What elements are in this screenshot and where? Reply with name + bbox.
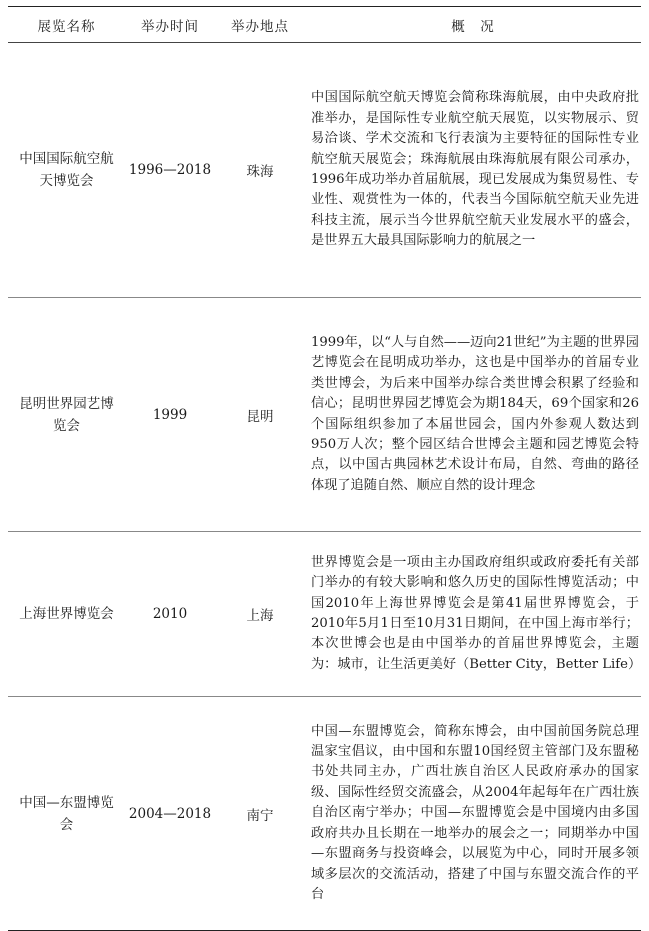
header-place: 举办地点 [215,7,305,43]
header-name: 展览名称 [8,7,125,43]
header-overview: 概 况 [305,7,641,43]
table-row [8,43,641,298]
header-time: 举办时间 [125,7,215,43]
expo-overview: 1999年，以“人与自然——迈向21世纪”为主题的世界园艺博览会在昆明成功举办，这也是中国举办的首届专业类世博会，为后来中国举办综合类世博会积累了经验和信心；昆明世界园艺博览会为期184天，69个国家和26个国际组织参加了本届世园会，国内外参观人数达到950万人次；整个园区结合世博会主题和园艺博览会特点，以中国古典园林艺术设计布局，自然、弯曲的路径体现了追随自然、顺应自然的设计理念 [305,298,641,532]
expo-time: 2010 [125,532,215,697]
expo-name: 中国国际航空航天博览会 [8,43,125,298]
expo-place: 南宁 [215,697,305,931]
expo-overview: 中国—东盟博览会，简称东博会，由中国前国务院总理温家宝倡议，由中国和东盟10国经贸主管部门及东盟秘书处共同主办，广西壮族自治区人民政府承办的国家级、国际性经贸交流盛会，从2004年起每年在广西壮族自治区南宁举办；中国—东盟博览会是中国境内由多国政府共办且长期在一地举办的展会之一；同期举办中国—东盟商务与投资峰会，以展览为中心，同时开展多领域多层次的交流活动，搭建了中国与东盟交流合作的平台 [305,697,641,931]
expo-name: 中国—东盟博览会 [8,697,125,931]
expo-overview: 世界博览会是一项由主办国政府组织或政府委托有关部门举办的有较大影响和悠久历史的国际性博览活动；中国2010年上海世界博览会是第41届世界博览会，于2010年5月1日至10月31日期间，在中国上海市举行；本次世博会也是由中国举办的首届世界博览会，主题为：城市，让生活更美好（Better City，Better Life） [305,532,641,697]
table-row [8,298,641,532]
expo-time: 2004—2018 [125,697,215,931]
expo-time: 1999 [125,298,215,532]
table-header-row [8,7,641,43]
expo-name: 昆明世界园艺博览会 [8,298,125,532]
expo-place: 上海 [215,532,305,697]
table-row [8,697,641,931]
expo-table [8,6,641,931]
expo-overview: 中国国际航空航天博览会简称珠海航展，由中央政府批准举办，是国际性专业航空航天展览，以实物展示、贸易洽谈、学术交流和飞行表演为主要特征的国际性专业航空航天展览会；珠海航展由珠海航展有限公司承办，1996年成功举办首届航展，现已发展成为集贸易性、专业性、观赏性为一体的，代表当今国际航空航天业先进科技主流，展示当今世界航空航天业发展水平的盛会，是世界五大最具国际影响力的航展之一 [305,43,641,298]
expo-place: 昆明 [215,298,305,532]
expo-place: 珠海 [215,43,305,298]
expo-time: 1996—2018 [125,43,215,298]
expo-name: 上海世界博览会 [8,532,125,697]
table-row [8,532,641,697]
